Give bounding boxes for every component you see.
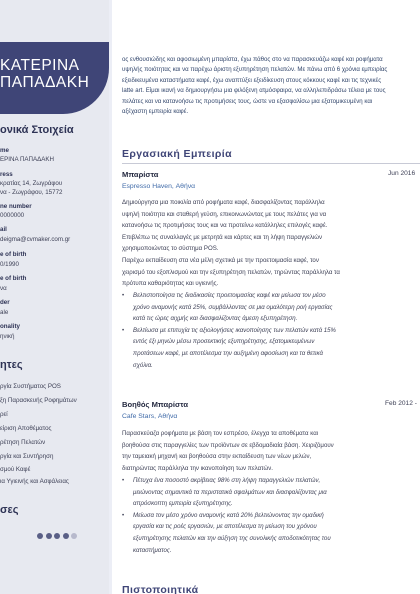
- field-label-name: me: [0, 147, 9, 154]
- bullet-line: [122, 510, 418, 522]
- field-value-nationality: ηνική: [0, 333, 15, 340]
- section-divider: [122, 163, 420, 164]
- text-line: εξειδικευμένα καταστήματα καφέ, έχω αναπτύξει εξειδίκευση στους κόκκους καφέ και τις τεχνικές: [122, 76, 382, 84]
- name-line-first: ΚΑΤΕΡΙΝΑ: [0, 57, 80, 74]
- rating-dot: [46, 533, 52, 539]
- text-line: υψηλή ποιότητα και σταθερή γεύση, επικοινωνώντας με τους πελάτες για να: [122, 210, 327, 218]
- bullet-text: προτάσεων καφέ, με αποτέλεσμα την αυξημένη αφοσίωση και τα θετικά: [133, 349, 323, 357]
- bullet-line: [122, 545, 418, 557]
- bullet-line: [122, 313, 418, 325]
- field-value-birth-date: 0/1990: [0, 261, 19, 268]
- rating-dot: [63, 533, 69, 539]
- candidate-name: [0, 57, 109, 91]
- bullet-line: [122, 475, 418, 487]
- field-value-gender: ale: [0, 309, 9, 316]
- bullet-line: [122, 487, 418, 499]
- bullet-text: εργασία και τις ροές εργασιών, με αποτέλεσμα τη μείωση του χρόνου: [133, 523, 317, 531]
- job-title: Μπαρίστα: [122, 170, 159, 179]
- text-line: πρότυπα καθαριότητας και υγιεινής.: [122, 280, 219, 288]
- language-level-rating: [37, 527, 80, 545]
- text-line: την ταμειακή μηχανή και βοηθούσα στην εκπαίδευση των νέων μελών,: [122, 453, 312, 461]
- rating-dot: [71, 533, 77, 539]
- languages-heading: σες: [0, 504, 19, 516]
- rating-dot: [37, 533, 43, 539]
- field-label-birth-place: e of birth: [0, 275, 27, 282]
- field-value-address: κρατίας 14, Ζωγράφου: [0, 180, 63, 187]
- text-line: αξέχαστη εμπειρία καφέ.: [122, 108, 189, 116]
- field-label-birth-date: e of birth: [0, 251, 27, 258]
- bullet-text: Βελτίωσα με επιτυχία τις αξιολογήσεις ικανοποίησης των πελατών κατά 15%: [133, 326, 336, 334]
- text-line: κατανοήσω τις προτιμήσεις τους και να προτείνω κατάλληλες επιλογές καφέ.: [122, 222, 328, 230]
- bullet-line: [122, 498, 418, 510]
- bullet-line: [122, 521, 418, 533]
- skill-item: ξη Παρασκευής Ροφημάτων: [0, 397, 77, 404]
- name-line-last: ΠΑΠΑΔΑΚΗ: [0, 74, 90, 91]
- bullet-text: σχόλια.: [133, 361, 153, 369]
- sidebar: [0, 0, 109, 594]
- job-company: Espresso Haven, Αθήνα: [122, 183, 196, 190]
- text-line: χειρισμό του εξοπλισμού και την εξυπηρέτηση πελατών, τηρώντας παράλληλα τα: [122, 268, 340, 276]
- bullet-text: χρόνο αναμονής κατά 25%, συμβάλλοντας σε μια ομαλότερη ροή εργασίας: [133, 303, 333, 311]
- job-title: Βοηθός Μπαρίστα: [122, 400, 189, 409]
- experience-heading: Εργασιακή Εμπειρία: [122, 148, 232, 160]
- job-date: Jun 2016: [388, 170, 416, 177]
- text-line: Παρέχω εκπαίδευση στα νέα μέλη σχετικά με την προετοιμασία καφέ, τον: [122, 256, 319, 264]
- skill-item: ρεί: [0, 411, 8, 418]
- bullet-text: μειώνοντας σημαντικά τα περιστατικά σφαλμάτων και διασφαλίζοντας μια: [133, 488, 327, 496]
- bullet-text: Πέτυχα ένα ποσοστό ακρίβειας 98% στη λήψη παραγγελιών πελατών,: [133, 477, 321, 484]
- field-value-birth-place: να: [0, 285, 7, 292]
- bullet-icon: •: [122, 326, 125, 334]
- job-achievements: [122, 475, 418, 556]
- profile-summary: [122, 55, 420, 117]
- field-label-address: ress: [0, 171, 13, 178]
- main-content: [112, 0, 420, 594]
- text-line: χρησιμοποιώντας το σύστημα POS.: [122, 245, 219, 253]
- bullet-icon: •: [122, 477, 125, 484]
- bullet-text: Βελτιστοποίησα τις διαδικασίες προετοιμασίας καφέ και μείωσα τον μέσο: [133, 292, 326, 299]
- job-date: Feb 2012 -: [385, 400, 417, 407]
- rating-dot: [54, 533, 60, 539]
- bullet-line: [122, 325, 418, 337]
- text-line: Δημιούργησα μια ποικιλία από ροφήματα καφέ, διασφαλίζοντας παράλληλα: [122, 199, 325, 206]
- job-description: [122, 197, 418, 290]
- text-line: ος ενθουσιώδης και αφοσιωμένη μπαρίστα, έχω πάθος στο να παρασκευάζω καφέ και ροφήματα: [122, 56, 383, 63]
- skills-heading: ητες: [0, 359, 23, 371]
- skill-item: ια Υγιεινής και Ασφάλειας: [0, 478, 69, 485]
- bullet-line: [122, 302, 418, 314]
- text-line: Επιβλέπω τις συναλλαγές με μετρητά και κάρτες και τη λήψη παραγγελιών: [122, 233, 323, 241]
- bullet-line: [122, 360, 418, 372]
- field-value-phone: 0000000: [0, 212, 25, 219]
- bullet-text: εξυπηρέτησης πελατών και την αύξηση της συνολικής αποδοτικότητας του: [133, 534, 331, 542]
- bullet-text: κατά τις ώρες αιχμής και διασφαλίζοντας άμεση εξυπηρέτηση.: [133, 315, 298, 323]
- bullet-icon: •: [122, 292, 125, 299]
- bullet-line: [122, 348, 418, 360]
- skill-item: είριση Αποθέματος: [0, 425, 52, 432]
- field-label-phone: ne number: [0, 203, 32, 210]
- bullet-text: εντός έξι μηνών μέσω προσεκτικής εξυπηρέτησης, εξατομικευμένων: [133, 338, 315, 346]
- skill-item: σμού Καφέ: [0, 466, 31, 473]
- text-line: διατηρώντας παράλληλα την ικανοποίηση των πελατών.: [122, 464, 273, 472]
- field-value-address-city: να - Ζωγράφου, 15772: [0, 189, 63, 196]
- field-label-gender: der: [0, 299, 10, 306]
- text-line: πελάτες και να κατανοήσω τις προτιμήσεις τους, ώστε να εξασφαλίσω μια εξατομικευμένη και: [122, 97, 373, 105]
- bullet-line: [122, 533, 418, 545]
- skill-item: ρέτηση Πελατών: [0, 439, 46, 446]
- bullet-icon: •: [122, 511, 125, 519]
- job-description: [122, 428, 418, 474]
- field-label-email: ail: [0, 226, 7, 233]
- name-banner: [0, 42, 109, 114]
- text-line: Παρασκεύαζα ροφήματα με βάση τον εσπρέσο, έλεγχα τα αποθέματα και: [122, 430, 319, 437]
- bullet-text: Μείωσα τον μέσο χρόνο αναμονής κατά 20% βελτιώνοντας την ομαδική: [133, 511, 324, 519]
- field-value-email: deigma@cvmaker.com.gr: [0, 236, 71, 243]
- bullet-line: [122, 336, 418, 348]
- personal-details-heading: ονικά Στοιχεία: [0, 124, 74, 136]
- bullet-text: απρόσκοπτη εμπειρία εξυπηρέτησης.: [133, 500, 233, 508]
- bullet-line: [122, 290, 418, 302]
- text-line: latte art. Είμαι ικανή να δημιουργήσω μια φιλόξενη ατμόσφαιρα, να αλληλεπιδράσω τέλεια με τους: [122, 87, 386, 95]
- field-label-nationality: onality: [0, 323, 20, 330]
- skill-item: ργία Συστήματος POS: [0, 383, 61, 390]
- text-line: υψηλής ποιότητας και να παρέχω άριστη εξυπηρέτηση πελατών. Με πάνω από 6 χρόνια εμπειρίας: [122, 66, 388, 74]
- field-value-name: ΕΡΙΝΑ ΠΑΠΑΔΑΚΗ: [0, 156, 54, 163]
- bullet-text: καταστήματος.: [133, 546, 172, 554]
- text-line: βοηθούσα στις παραγγελίες των προϊόντων σε εβδομαδιαία βάση. Χειριζόμουν: [122, 441, 334, 449]
- job-company: Cafe Stars, Αθήνα: [122, 413, 178, 420]
- certifications-heading: Πιστοποιητικά: [122, 584, 199, 594]
- skill-item: ργία και Συντήρηση: [0, 453, 54, 460]
- job-achievements: [122, 290, 418, 371]
